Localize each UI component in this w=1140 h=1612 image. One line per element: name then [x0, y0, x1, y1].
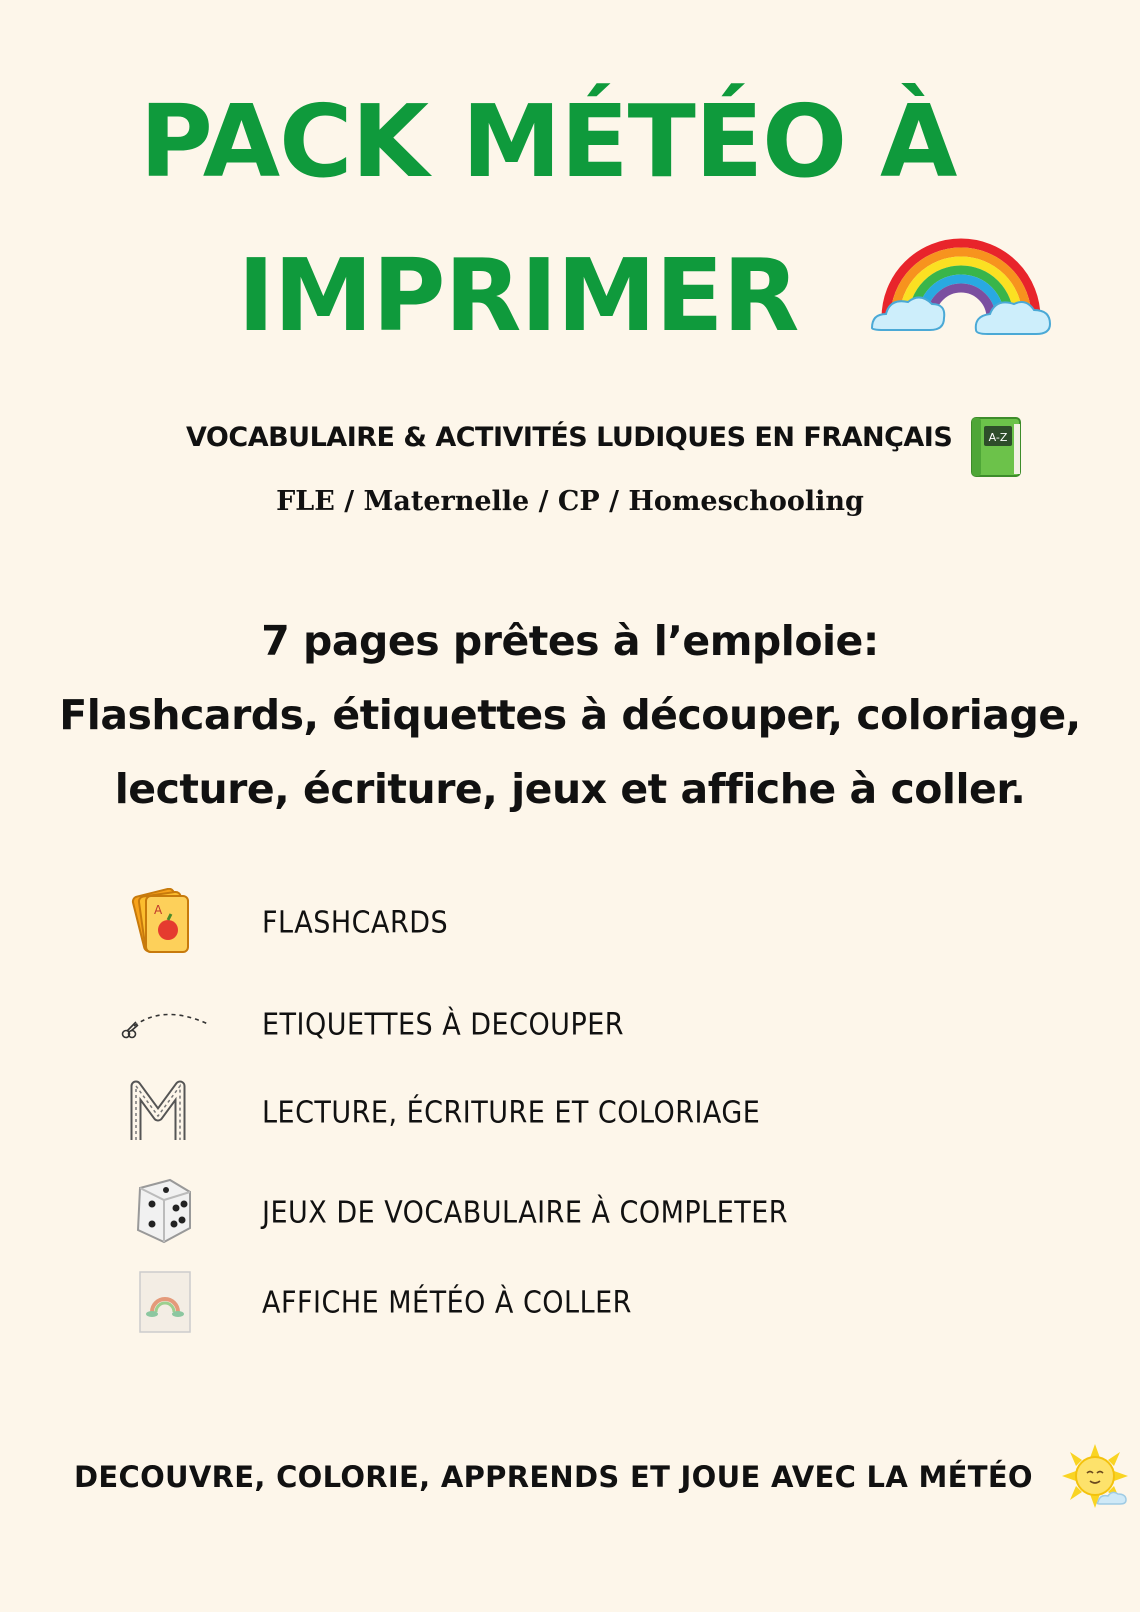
- sun-icon: [1058, 1442, 1132, 1514]
- rainbow-icon: [868, 220, 1054, 342]
- feature-label: AFFICHE MÉTÉO À COLLER: [262, 1285, 632, 1321]
- dice-icon: [118, 1178, 208, 1248]
- flashcards-icon: [118, 888, 208, 958]
- page-title-line2: IMPRIMER: [237, 237, 799, 354]
- feature-label: ETIQUETTES À DECOUPER: [262, 1007, 625, 1043]
- page-title-line1: PACK MÉTÉO À: [139, 83, 957, 200]
- book-icon: [966, 414, 1026, 480]
- book-icon-text: A-Z: [988, 431, 1008, 444]
- footer-tagline: DECOUVRE, COLORIE, APPRENDS ET JOUE AVEC LA MÉTÉO: [74, 1460, 1033, 1494]
- description: [0, 604, 1140, 826]
- feature-poster: [0, 1268, 1140, 1338]
- feature-label: LECTURE, ÉCRITURE ET COLORIAGE: [262, 1095, 761, 1131]
- feature-games: [0, 1178, 1140, 1248]
- feature-label: FLASHCARDS: [262, 905, 449, 941]
- feature-labels: [0, 990, 1140, 1060]
- description-line2: Flashcards, étiquettes à découper, coloriage,: [59, 691, 1081, 739]
- subtitle: VOCABULAIRE & ACTIVITÉS LUDIQUES EN FRANÇAIS: [186, 422, 953, 453]
- feature-flashcards: [0, 888, 1140, 958]
- letter-tracing-icon: [118, 1078, 208, 1148]
- description-line3: lecture, écriture, jeux et affiche à coller.: [114, 765, 1026, 813]
- feature-label: JEUX DE VOCABULAIRE À COMPLETER: [262, 1195, 789, 1231]
- target-levels: FLE / Maternelle / CP / Homeschooling: [276, 486, 864, 517]
- scissors-icon: [118, 990, 208, 1060]
- svg-text:A: A: [154, 903, 163, 917]
- description-line1: 7 pages prêtes à l’emploie:: [261, 617, 879, 665]
- feature-reading-writing: [0, 1078, 1140, 1148]
- poster-icon: [118, 1268, 208, 1338]
